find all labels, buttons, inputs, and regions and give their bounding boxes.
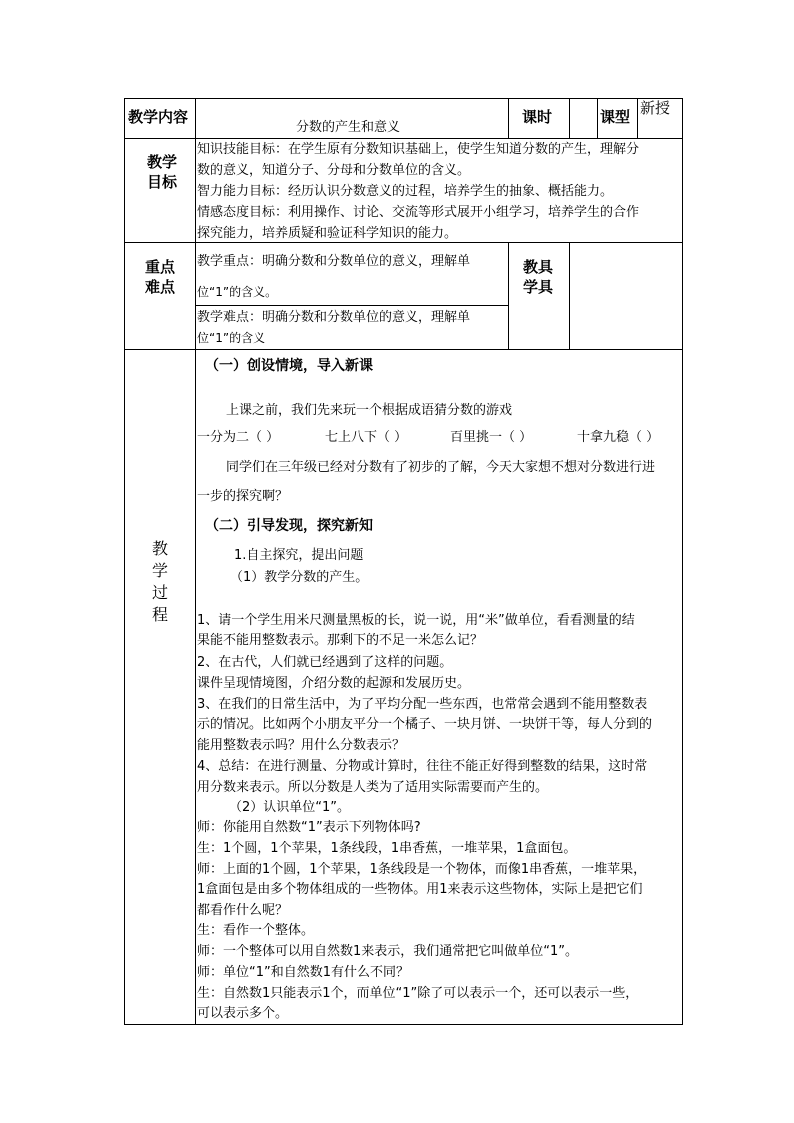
- idiom-3: 百里挑一（ ）: [450, 430, 533, 445]
- objective-attitude-line1: 情感态度目标：利用操作、讨论、交流等形式展开小组学习，培养学生的合作: [197, 205, 640, 220]
- intro-text: 上课之前，我们先来玩一个根据成语猜分数的游戏: [226, 403, 513, 418]
- subheading-explore: 1.自主探究，提出问题: [234, 548, 364, 563]
- transition-line1: 同学们在三年级已经对分数有了初步的了解，今天大家想不想对分数进行进: [226, 460, 656, 475]
- idiom-2: 七上八下（ ）: [325, 430, 408, 445]
- objective-knowledge-line1: 知识技能目标：在学生原有分数知识基础上，使学生知道分数的产生，理解分: [197, 142, 640, 157]
- keypoint-line1: 教学重点：明确分数和分数单位的意义，理解单: [197, 254, 471, 269]
- dialog-line-3: 师：上面的1个圆，1个苹果，1条线段是一个物体，而像1串香蕉，一堆苹果，: [197, 862, 647, 877]
- step2-line: 2、在古代，人们就已经遇到了这样的问题。: [197, 655, 453, 670]
- dialog-line-5: 都看作什么呢？: [197, 903, 289, 918]
- difficulty-line2: 位“1”的含义: [197, 331, 266, 345]
- dialog-line-8: 师：单位“1”和自然数1有什么不同？: [197, 965, 410, 980]
- section-heading-1: （一）创设情境，导入新课: [205, 358, 373, 374]
- keypoints-label: 重点 难点: [144, 258, 175, 296]
- subheading-unit-one: （2）认识单位“1”。: [229, 800, 351, 815]
- process-label: 教 学 过 程: [151, 539, 168, 624]
- section-heading-2: （二）引导发现，探究新知: [205, 518, 373, 534]
- step3-line1: 3、在我们的日常生活中，为了平均分配一些东西，也常常会遇到不能用整数表: [197, 697, 648, 712]
- step3-line2: 示的情况。比如两个小朋友平分一个橘子、一块月饼、一块饼干等，每人分到的: [197, 717, 653, 732]
- dialog-line-7: 师：一个整体可以用自然数1来表示，我们通常把它叫做单位“1”。: [197, 944, 579, 959]
- tools-label: 教具 学具: [523, 258, 554, 296]
- step1-line2: 果能不能用整数表示。那剩下的不足一米怎么记？: [197, 633, 484, 648]
- step3-line3: 能用整数表示吗？用什么分数表示？: [197, 738, 406, 753]
- transition-line2: 一步的探究啊？: [197, 489, 289, 504]
- objectives-label: 教学 目标: [146, 153, 177, 191]
- step4-line2: 用分数来表示。所以分数是人类为了适用实际需要而产生的。: [197, 780, 549, 795]
- objective-ability: 智力能力目标：经历认识分数意义的过程，培养学生的抽象、概括能力。: [197, 184, 614, 199]
- dialog-line-10: 可以表示多个。: [197, 1006, 289, 1021]
- dialog-line-6: 生：看作一个整体。: [197, 923, 315, 938]
- dialog-line-1: 师：你能用自然数“1”表示下列物体吗?: [197, 820, 421, 835]
- idiom-4: 十拿九稳（ ）: [577, 430, 660, 445]
- header-label-period: 课时: [522, 108, 553, 126]
- step1-line1: 1、请一个学生用米尺测量黑板的长，说一说，用“米”做单位，看看测量的结: [197, 613, 635, 628]
- lesson-type-value: 新授: [640, 99, 671, 117]
- dialog-line-2: 生：1个圆，1个苹果，1条线段，1串香蕉，一堆苹果，1盒面包。: [197, 841, 577, 856]
- objective-attitude-line2: 探究能力，培养质疑和验证科学知识的能力。: [197, 226, 458, 241]
- subheading-origin: （1）教学分数的产生。: [230, 570, 369, 585]
- step4-line1: 4、总结：在进行测量、分物或计算时，往往不能正好得到整数的结果，这时常: [197, 759, 648, 774]
- difficulty-line1: 教学难点：明确分数和分数单位的意义，理解单: [197, 310, 471, 325]
- lesson-title: 分数的产生和意义: [296, 120, 401, 135]
- header-label-type: 课型: [600, 108, 631, 126]
- dialog-line-9: 生：自然数1只能表示1个，而单位“1”除了可以表示一个，还可以表示一些，: [197, 986, 639, 1001]
- header-label-content: 教学内容: [128, 108, 189, 126]
- keypoint-line2: 位“1”的含义。: [197, 285, 278, 299]
- courseware-line: 课件呈现情境图，介绍分数的起源和发展历史。: [197, 676, 471, 691]
- objective-knowledge-line2: 数的意义，知道分子、分母和分数单位的含义。: [197, 163, 471, 178]
- dialog-line-4: 1盒面包是由多个物体组成的一些物体。用1来表示这些物体，实际上是把它们: [197, 882, 643, 897]
- idiom-1: 一分为二（ ）: [197, 430, 280, 445]
